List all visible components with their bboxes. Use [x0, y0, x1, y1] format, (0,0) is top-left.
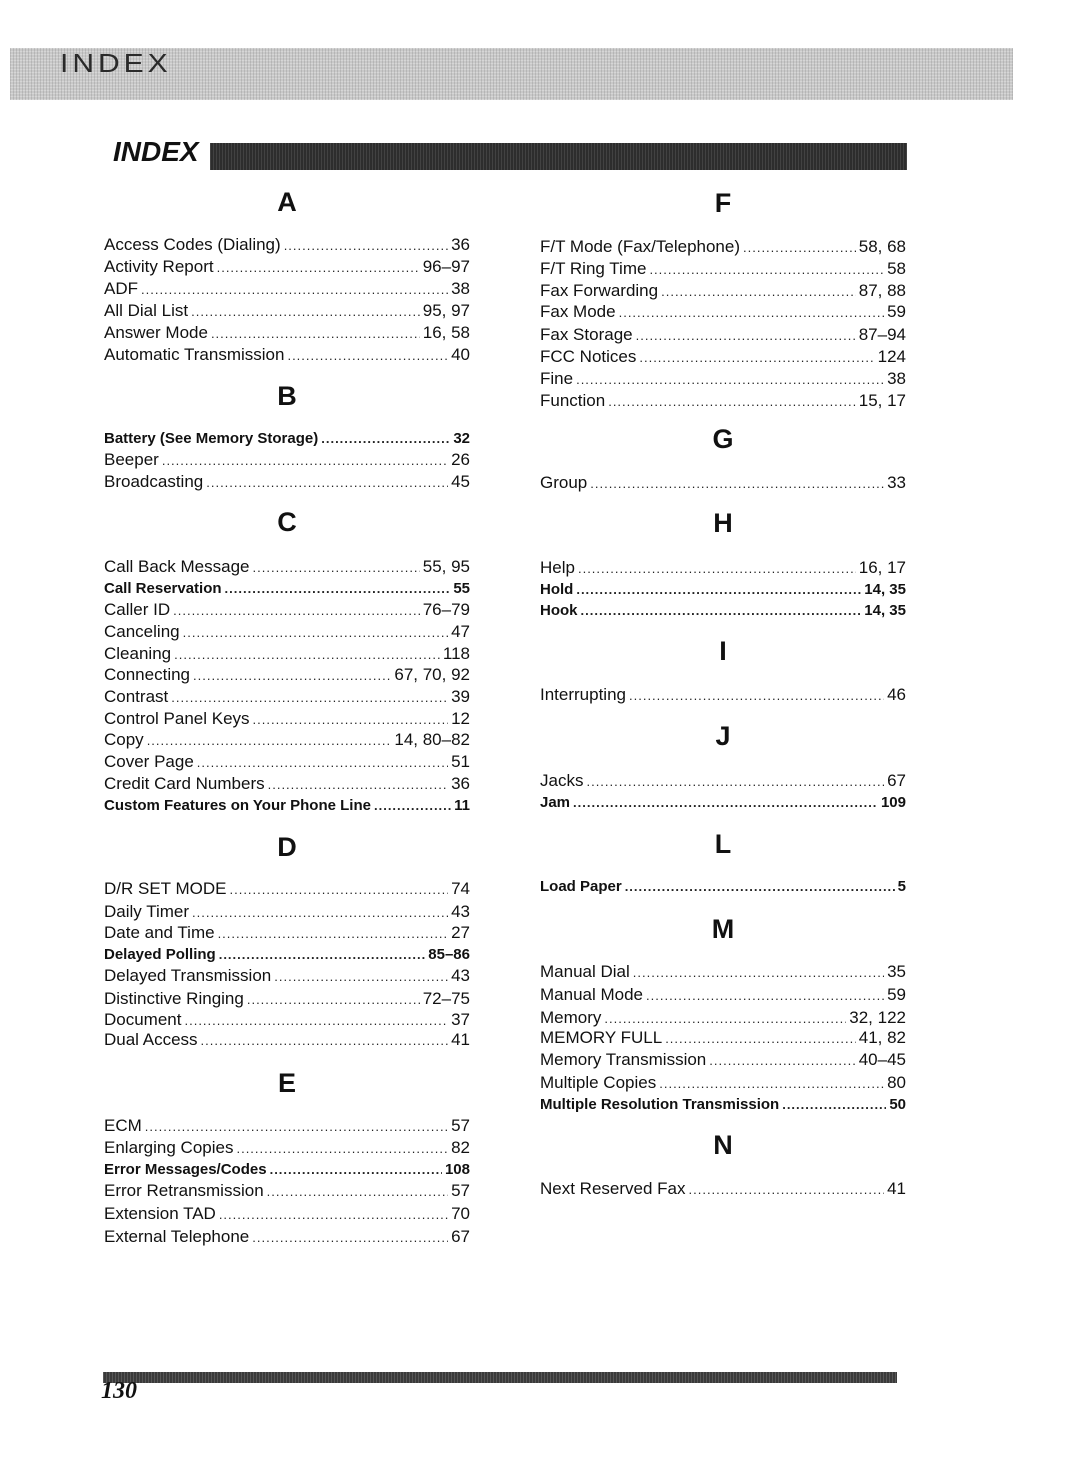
index-entry	[540, 876, 906, 898]
entry-page: 70	[451, 1204, 470, 1223]
leader-dots	[219, 1204, 448, 1226]
entry-term: Contrast	[104, 687, 169, 706]
leader-dots	[581, 600, 862, 622]
entry-page: 55, 95	[422, 557, 470, 576]
entry-page: 39	[451, 687, 470, 706]
index-entry	[540, 368, 906, 390]
entry-page: 41	[887, 1179, 906, 1198]
section-letter-l: L	[714, 829, 732, 859]
leader-dots	[636, 325, 856, 347]
leader-dots	[573, 792, 878, 814]
entry-term: Distinctive Ringing	[104, 989, 244, 1008]
index-entry	[104, 664, 470, 686]
leader-dots	[268, 774, 448, 796]
leader-dots	[665, 1028, 856, 1050]
leader-dots	[253, 709, 449, 731]
leader-dots	[321, 428, 450, 450]
entry-term: Extension TAD	[104, 1204, 216, 1223]
index-entry	[104, 344, 470, 366]
entry-page: 47	[451, 622, 470, 641]
index-entry	[104, 795, 470, 817]
entry-page: 67, 70, 92	[394, 665, 470, 684]
index-entry	[540, 1072, 906, 1094]
entry-term: Fine	[540, 369, 574, 388]
entry-term: Error Retransmission	[104, 1181, 264, 1200]
leader-dots	[193, 665, 391, 687]
index-entry	[104, 922, 470, 944]
leader-dots	[201, 1030, 449, 1052]
entry-term: Access Codes (Dialing)	[104, 235, 281, 254]
section-letter-j: J	[715, 721, 731, 751]
index-entry	[540, 1049, 906, 1071]
entry-page: 40	[451, 345, 470, 364]
entry-page: 118	[442, 644, 470, 663]
leader-dots	[236, 1138, 448, 1160]
index-entry	[104, 878, 470, 900]
index-entry	[540, 684, 906, 706]
index-entry	[104, 578, 470, 600]
section-letter-d: D	[277, 832, 297, 862]
entry-term: Memory	[540, 1008, 602, 1027]
entry-page: 72–75	[422, 989, 470, 1008]
index-entry	[104, 1137, 470, 1159]
entry-term: Daily Timer	[104, 902, 190, 921]
index-entry	[104, 300, 470, 322]
entry-page: 36	[451, 774, 470, 793]
entry-page: 95, 97	[422, 301, 470, 320]
leader-dots	[252, 1227, 448, 1249]
index-entry	[104, 729, 470, 751]
leader-dots	[147, 730, 392, 752]
leader-dots	[659, 1073, 884, 1095]
index-entry	[104, 1029, 470, 1051]
leader-dots	[689, 1179, 885, 1201]
entry-term: Fax Storage	[540, 325, 633, 344]
entry-page: 82	[451, 1138, 470, 1157]
leader-dots	[197, 752, 448, 774]
index-entry	[104, 621, 470, 643]
entry-term: Copy	[104, 730, 144, 749]
leader-dots	[661, 281, 856, 303]
entry-term: FCC Notices	[540, 347, 637, 366]
entry-term: MEMORY FULL	[540, 1028, 663, 1047]
leader-dots	[183, 622, 448, 644]
entry-page: 15, 17	[858, 391, 906, 410]
index-entry	[540, 1094, 906, 1116]
entry-page: 57	[451, 1181, 470, 1200]
index-entry	[540, 280, 906, 302]
entry-page: 87, 88	[858, 281, 906, 300]
entry-term: Multiple Copies	[540, 1073, 657, 1092]
index-entry	[540, 301, 906, 323]
leader-dots	[586, 771, 884, 793]
entry-page: 46	[887, 685, 906, 704]
entry-term: Beeper	[104, 450, 159, 469]
index-entry	[104, 471, 470, 493]
leader-dots	[287, 345, 448, 367]
entry-term: Manual Dial	[540, 962, 630, 981]
leader-dots	[267, 1181, 448, 1203]
entry-page: 58, 68	[858, 237, 906, 256]
entry-page: 35	[887, 962, 906, 981]
entry-term: Enlarging Copies	[104, 1138, 234, 1157]
index-entry	[540, 1027, 906, 1049]
entry-page: 51	[451, 752, 470, 771]
entry-term: Load Paper	[540, 878, 622, 895]
leader-dots	[709, 1050, 855, 1072]
entry-term: Help	[540, 558, 575, 577]
top-banner	[10, 48, 1013, 100]
leader-dots	[253, 557, 420, 579]
entry-term: Call Reservation	[104, 580, 222, 597]
entry-term: Next Reserved Fax	[540, 1179, 686, 1198]
leader-dots	[141, 279, 448, 301]
leader-dots	[270, 1159, 442, 1181]
index-entry	[540, 236, 906, 258]
leader-dots	[649, 259, 884, 281]
entry-term: Error Messages/Codes	[104, 1161, 267, 1178]
leader-dots	[782, 1094, 886, 1116]
entry-page: 85–86	[428, 946, 470, 963]
entry-page: 67	[887, 771, 906, 790]
entry-term: Hold	[540, 581, 574, 598]
index-entry	[104, 322, 470, 344]
index-entry	[540, 600, 906, 622]
entry-page: 33	[887, 473, 906, 492]
entry-page: 59	[887, 302, 906, 321]
section-letter-f: F	[714, 188, 732, 218]
banner-title: INDEX	[60, 50, 172, 79]
index-entry	[540, 472, 906, 494]
leader-dots	[374, 795, 451, 817]
index-entry	[104, 428, 470, 450]
section-letter-a: A	[277, 187, 297, 217]
entry-page: 11	[454, 797, 470, 814]
entry-page: 40–45	[858, 1050, 906, 1069]
section-letter-e: E	[277, 1068, 296, 1098]
entry-page: 80	[887, 1073, 906, 1092]
entry-page: 16, 17	[858, 558, 906, 577]
entry-page: 41, 82	[858, 1028, 906, 1047]
entry-term: Document	[104, 1010, 182, 1029]
entry-term: Call Back Message	[104, 557, 250, 576]
index-entry	[540, 346, 906, 368]
entry-term: Jam	[540, 794, 571, 811]
leader-dots	[145, 1116, 448, 1138]
entry-term: Date and Time	[104, 923, 215, 942]
leader-dots	[576, 579, 861, 601]
title-bar	[210, 143, 907, 170]
entry-page: 41	[451, 1030, 470, 1049]
index-entry	[104, 901, 470, 923]
entry-term: Control Panel Keys	[104, 709, 250, 728]
index-entry	[104, 1226, 470, 1248]
leader-dots	[625, 876, 895, 898]
entry-term: ECM	[104, 1116, 142, 1135]
entry-term: Canceling	[104, 622, 180, 641]
index-entry	[540, 1007, 906, 1029]
entry-term: Multiple Resolution Transmission	[540, 1096, 780, 1113]
leader-dots	[608, 391, 856, 413]
entry-term: F/T Ring Time	[540, 259, 647, 278]
index-entry	[104, 751, 470, 773]
entry-page: 38	[887, 369, 906, 388]
entry-term: Hook	[540, 602, 578, 619]
entry-term: Automatic Transmission	[104, 345, 285, 364]
leader-dots	[247, 989, 420, 1011]
entry-page: 14, 35	[864, 602, 906, 619]
entry-page: 5	[897, 878, 906, 895]
index-entry	[104, 643, 470, 665]
index-entry	[104, 944, 470, 966]
entry-term: Delayed Transmission	[104, 966, 272, 985]
index-entry	[104, 686, 470, 708]
entry-page: 45	[451, 472, 470, 491]
entry-term: Group	[540, 473, 588, 492]
section-letter-i: I	[719, 636, 727, 666]
leader-dots	[576, 369, 884, 391]
index-entry	[104, 234, 470, 256]
entry-page: 87–94	[858, 325, 906, 344]
entry-page: 38	[451, 279, 470, 298]
entry-term: External Telephone	[104, 1227, 250, 1246]
entry-page: 67	[451, 1227, 470, 1246]
leader-dots	[217, 257, 420, 279]
index-entry	[540, 390, 906, 412]
leader-dots	[191, 301, 420, 323]
entry-page: 32	[453, 430, 470, 447]
entry-term: Dual Access	[104, 1030, 198, 1049]
index-entry	[104, 773, 470, 795]
entry-term: Manual Mode	[540, 985, 644, 1004]
index-entry	[540, 770, 906, 792]
section-letter-m: M	[711, 914, 735, 944]
entry-page: 55	[453, 580, 470, 597]
entry-term: F/T Mode (Fax/Telephone)	[540, 237, 740, 256]
index-entry	[104, 599, 470, 621]
entry-page: 57	[451, 1116, 470, 1135]
leader-dots	[284, 235, 448, 257]
leader-dots	[578, 558, 856, 580]
page-number: 130	[101, 1378, 137, 1404]
entry-page: 16, 58	[422, 323, 470, 342]
entry-term: All Dial List	[104, 301, 189, 320]
leader-dots	[590, 473, 884, 495]
entry-page: 36	[451, 235, 470, 254]
entry-term: Cleaning	[104, 644, 172, 663]
index-entry	[540, 324, 906, 346]
entry-term: Memory Transmission	[540, 1050, 707, 1069]
entry-term: Custom Features on Your Phone Line	[104, 797, 371, 814]
footer-bar	[103, 1372, 897, 1383]
leader-dots	[619, 302, 884, 324]
leader-dots	[274, 966, 448, 988]
index-entry	[104, 278, 470, 300]
leader-dots	[173, 600, 420, 622]
leader-dots	[219, 944, 426, 966]
entry-page: 74	[451, 879, 470, 898]
leader-dots	[633, 962, 884, 984]
entry-term: ADF	[104, 279, 138, 298]
index-entry	[104, 965, 470, 987]
index-entry	[540, 1178, 906, 1200]
entry-term: Fax Forwarding	[540, 281, 659, 300]
entry-page: 43	[451, 902, 470, 921]
leader-dots	[174, 644, 440, 666]
entry-term: Battery (See Memory Storage)	[104, 430, 319, 447]
index-entry	[540, 557, 906, 579]
entry-term: Interrupting	[540, 685, 626, 704]
index-entry	[540, 792, 906, 814]
entry-page: 37	[451, 1010, 470, 1029]
index-entry	[104, 1203, 470, 1225]
index-entry	[540, 579, 906, 601]
index-entry	[104, 256, 470, 278]
leader-dots	[229, 879, 448, 901]
section-letter-b: B	[277, 381, 297, 411]
entry-page: 50	[889, 1096, 906, 1113]
entry-term: D/R SET MODE	[104, 879, 227, 898]
index-entry	[104, 1180, 470, 1202]
entry-page: 58	[887, 259, 906, 278]
entry-term: Activity Report	[104, 257, 214, 276]
entry-page: 14, 80–82	[394, 730, 470, 749]
entry-term: Delayed Polling	[104, 946, 216, 963]
index-entry	[104, 988, 470, 1010]
entry-page: 43	[451, 966, 470, 985]
leader-dots	[225, 578, 451, 600]
leader-dots	[218, 923, 449, 945]
entry-term: Caller ID	[104, 600, 171, 619]
entry-term: Broadcasting	[104, 472, 204, 491]
leader-dots	[171, 687, 448, 709]
entry-term: Function	[540, 391, 606, 410]
entry-term: Credit Card Numbers	[104, 774, 265, 793]
entry-page: 109	[880, 794, 906, 811]
entry-page: 14, 35	[864, 581, 906, 598]
leader-dots	[639, 347, 874, 369]
page-title: INDEX	[113, 136, 199, 167]
index-entry	[104, 1009, 470, 1031]
section-letter-g: G	[712, 424, 734, 454]
entry-page: 124	[877, 347, 906, 366]
entry-page: 108	[444, 1161, 470, 1178]
section-letter-n: N	[713, 1130, 733, 1160]
leader-dots	[206, 472, 448, 494]
section-letter-h: H	[713, 508, 733, 538]
index-entry	[104, 1115, 470, 1137]
entry-page: 27	[451, 923, 470, 942]
index-entry	[104, 708, 470, 730]
leader-dots	[162, 450, 448, 472]
entry-page: 32, 122	[849, 1008, 906, 1027]
entry-term: Fax Mode	[540, 302, 616, 321]
index-entry	[540, 984, 906, 1006]
leader-dots	[192, 902, 448, 924]
leader-dots	[646, 985, 884, 1007]
entry-page: 76–79	[422, 600, 470, 619]
leader-dots	[211, 323, 420, 345]
index-entry	[104, 556, 470, 578]
index-entry	[104, 449, 470, 471]
entry-page: 12	[451, 709, 470, 728]
index-entry	[540, 961, 906, 983]
entry-term: Answer Mode	[104, 323, 208, 342]
entry-page: 26	[451, 450, 470, 469]
index-entry	[540, 258, 906, 280]
leader-dots	[743, 237, 856, 259]
entry-page: 59	[887, 985, 906, 1004]
section-letter-c: C	[277, 507, 297, 537]
entry-term: Jacks	[540, 771, 584, 790]
leader-dots	[629, 685, 884, 707]
index-entry	[104, 1159, 470, 1181]
entry-page: 96–97	[422, 257, 470, 276]
entry-term: Cover Page	[104, 752, 194, 771]
entry-term: Connecting	[104, 665, 191, 684]
